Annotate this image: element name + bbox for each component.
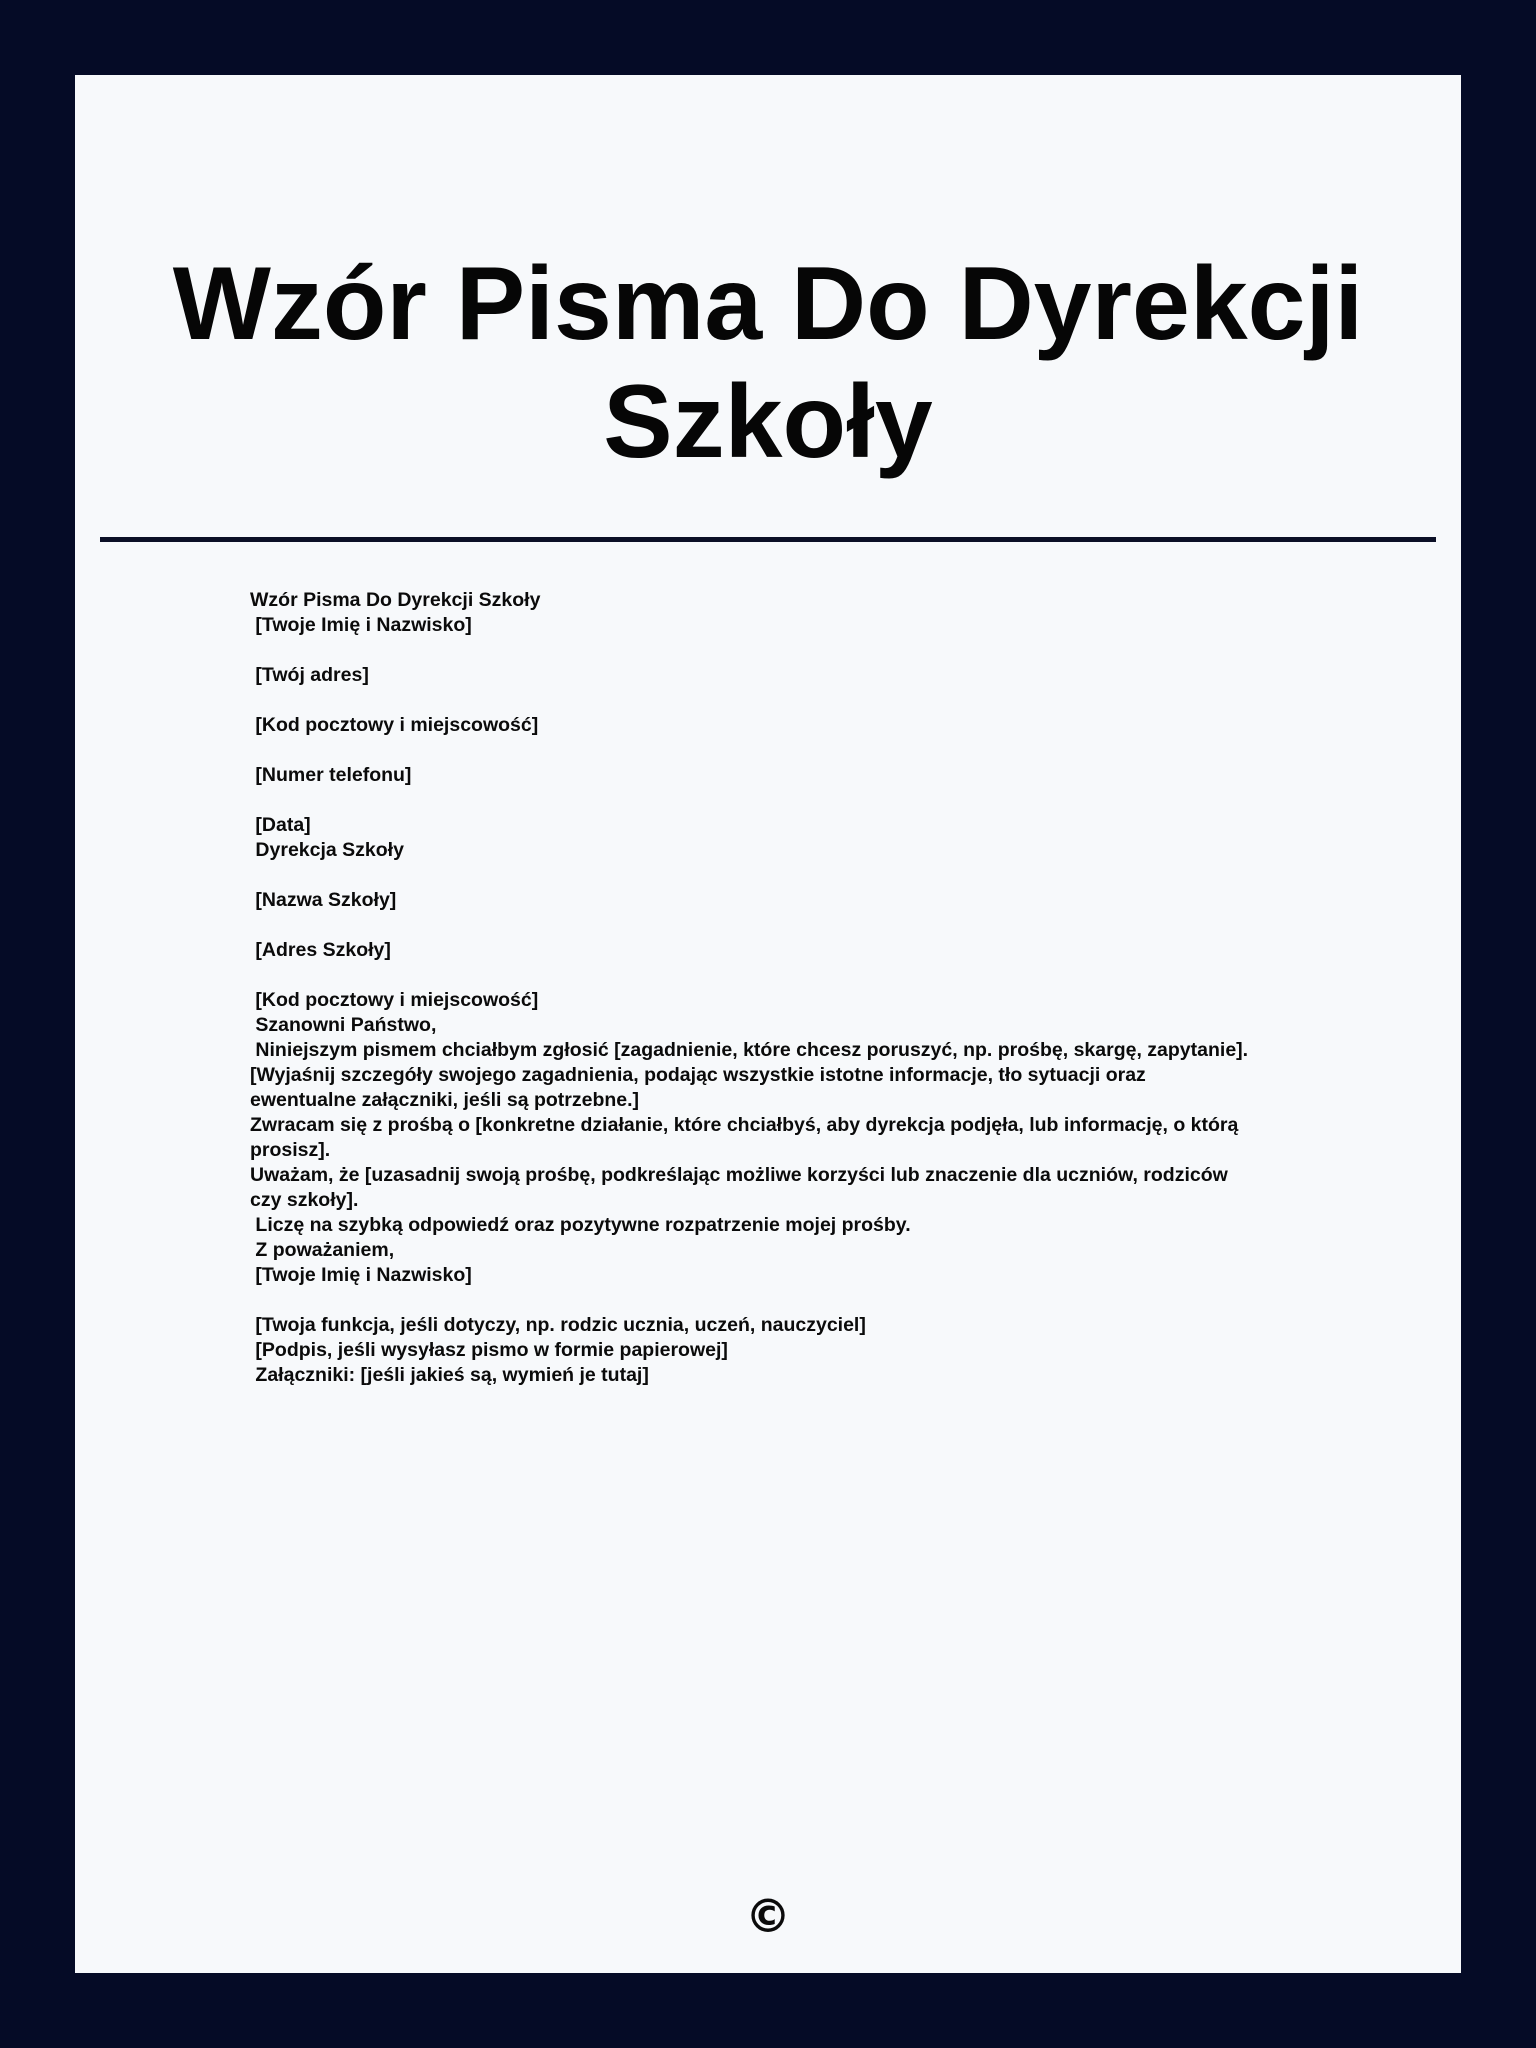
letter-line: czy szkoły]. [250, 1189, 359, 1211]
letter-line: Dyrekcja Szkoły [250, 839, 404, 861]
letter-line: Liczę na szybką odpowiedź oraz pozytywne rozpatrzenie mojej prośby. [250, 1214, 911, 1236]
blank-line [250, 638, 1360, 663]
blank-line [250, 863, 1360, 888]
letter-line: [Numer telefonu] [250, 764, 412, 786]
title-divider [100, 537, 1436, 542]
letter-line: [Twoje Imię i Nazwisko] [250, 614, 472, 636]
letter-line: [Nazwa Szkoły] [250, 889, 397, 911]
blank-line [250, 738, 1360, 763]
letter-body [250, 588, 1360, 1388]
letter-line: [Twoje Imię i Nazwisko] [250, 1264, 472, 1286]
copyright-icon: © [745, 1889, 791, 1943]
letter-line: ewentualne załączniki, jeśli są potrzebne.] [250, 1089, 640, 1111]
letter-line: Wzór Pisma Do Dyrekcji Szkoły [250, 589, 541, 611]
document-title: Wzór Pisma Do Dyrekcji Szkoły [172, 246, 1364, 480]
letter-line: [Kod pocztowy i miejscowość] [250, 989, 539, 1011]
letter-line: Zwracam się z prośbą o [konkretne działanie, które chciałbyś, aby dyrekcja podjęła, lub informację, o którą [250, 1114, 1239, 1136]
letter-line: [Podpis, jeśli wysyłasz pismo w formie papierowej] [250, 1339, 728, 1361]
letter-line: Uważam, że [uzasadnij swoją prośbę, podkreślając możliwe korzyści lub znaczenie dla uczniów, rodziców [250, 1164, 1228, 1186]
letter-line: [Twoja funkcja, jeśli dotyczy, np. rodzic ucznia, uczeń, nauczyciel] [250, 1314, 866, 1336]
letter-line: Niniejszym pismem chciałbym zgłosić [zagadnienie, które chcesz poruszyć, np. prośbę, skargę, zapytanie]. [250, 1039, 1249, 1061]
letter-line: prosisz]. [250, 1139, 331, 1161]
letter-line: [Wyjaśnij szczegóły swojego zagadnienia, podając wszystkie istotne informacje, tło sytuacji oraz [250, 1064, 1146, 1086]
letter-line: [Adres Szkoły] [250, 939, 391, 961]
document-page [75, 75, 1461, 1973]
letter-line: Szanowni Państwo, [250, 1014, 437, 1036]
blank-line [250, 963, 1360, 988]
blank-line [250, 913, 1360, 938]
letter-line: Z poważaniem, [250, 1239, 395, 1261]
letter-line: [Twój adres] [250, 664, 369, 686]
letter-line: [Data] [250, 814, 311, 836]
blank-line [250, 1288, 1360, 1313]
blank-line [250, 788, 1360, 813]
letter-line: Załączniki: [jeśli jakieś są, wymień je tutaj] [250, 1364, 649, 1386]
letter-line: [Kod pocztowy i miejscowość] [250, 714, 539, 736]
blank-line [250, 688, 1360, 713]
